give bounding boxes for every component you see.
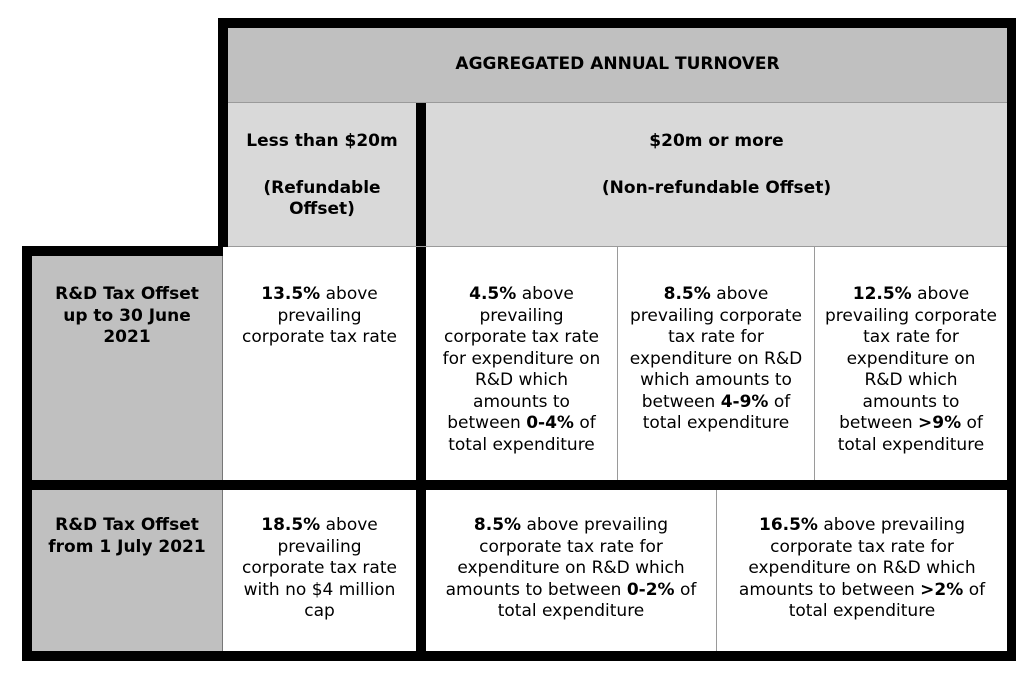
frame-divider-horizontal [22, 480, 1016, 490]
col-small-header [228, 103, 416, 246]
row1-tier2-range: 4-9% [720, 391, 769, 412]
frame-upper-left [218, 18, 228, 256]
row1-label-cell [32, 256, 222, 480]
row2-small-text: above prevailing corporate tax rate with no $4 million cap [242, 515, 397, 621]
frame-bottom [22, 651, 1016, 661]
row1-tier1-pre: above prevailing corporate tax rate for expenditure on R&D which amounts to between [442, 284, 601, 433]
row1-small-cell [223, 247, 416, 480]
row1-tier1-post: of total expenditure [448, 413, 596, 455]
row1-tier2-cell [618, 247, 814, 480]
row1-tier3-post: of total expenditure [837, 413, 985, 455]
row2-tier1-post: of total expenditure [497, 579, 697, 621]
row2-small-cell [223, 490, 416, 651]
row1-tier1-range: 0-4% [526, 413, 574, 433]
row2-tier2-rate: 16.5% [758, 515, 818, 535]
row2-label: R&D Tax Offset from 1 July 2021 [48, 515, 206, 557]
frame-top [218, 18, 1016, 28]
col-small-title: Less than $20m [246, 131, 398, 151]
frame-step [22, 246, 228, 256]
frame-right [1007, 18, 1016, 661]
col-small-subtitle: (Refundable Offset) [263, 177, 381, 219]
col-large-header [426, 103, 1007, 246]
turnover-header-text: AGGREGATED ANNUAL TURNOVER [455, 54, 780, 75]
row1-tier3-cell [815, 247, 1007, 480]
row1-tier3-pre: above prevailing corporate tax rate for expenditure on R&D which amounts to between [825, 284, 997, 433]
row1-tier3-range: >9% [918, 413, 962, 433]
row2-tier2-range: >2% [920, 579, 964, 600]
frame-divider-vertical [416, 102, 426, 661]
row2-tier2-pre: above prevailing corporate tax rate for expenditure on R&D which amounts to between [738, 515, 976, 600]
row2-tier1-range: 0-2% [626, 579, 675, 600]
row1-tier2-rate: 8.5% [663, 284, 711, 304]
col-large-subtitle: (Non-refundable Offset) [601, 177, 832, 198]
row1-tier1-cell [426, 247, 617, 480]
row1-tier2-pre: above prevailing corporate tax rate for expenditure on R&D which amounts to between [629, 284, 803, 412]
row2-tier1-pre: above prevailing corporate tax rate for expenditure on R&D which amounts to between [445, 515, 685, 600]
col-large-title: $20m or more [649, 131, 784, 151]
row2-tier2-cell [717, 490, 1007, 651]
row2-tier1-cell [426, 490, 716, 651]
turnover-header [228, 28, 1007, 102]
row1-small-text: above prevailing corporate tax rate [242, 284, 397, 347]
row2-tier2-post: of total expenditure [788, 579, 986, 621]
row1-small-rate: 13.5% [261, 284, 321, 304]
row2-label-cell [32, 490, 222, 651]
row1-label: R&D Tax Offset up to 30 June 2021 [55, 284, 199, 347]
row1-tier1-rate: 4.5% [469, 284, 517, 304]
row1-tier2-post: of total expenditure [642, 391, 791, 433]
row2-small-rate: 18.5% [261, 515, 321, 535]
row2-tier1-rate: 8.5% [473, 515, 522, 535]
row1-tier3-rate: 12.5% [852, 284, 912, 304]
frame-left [22, 246, 32, 661]
